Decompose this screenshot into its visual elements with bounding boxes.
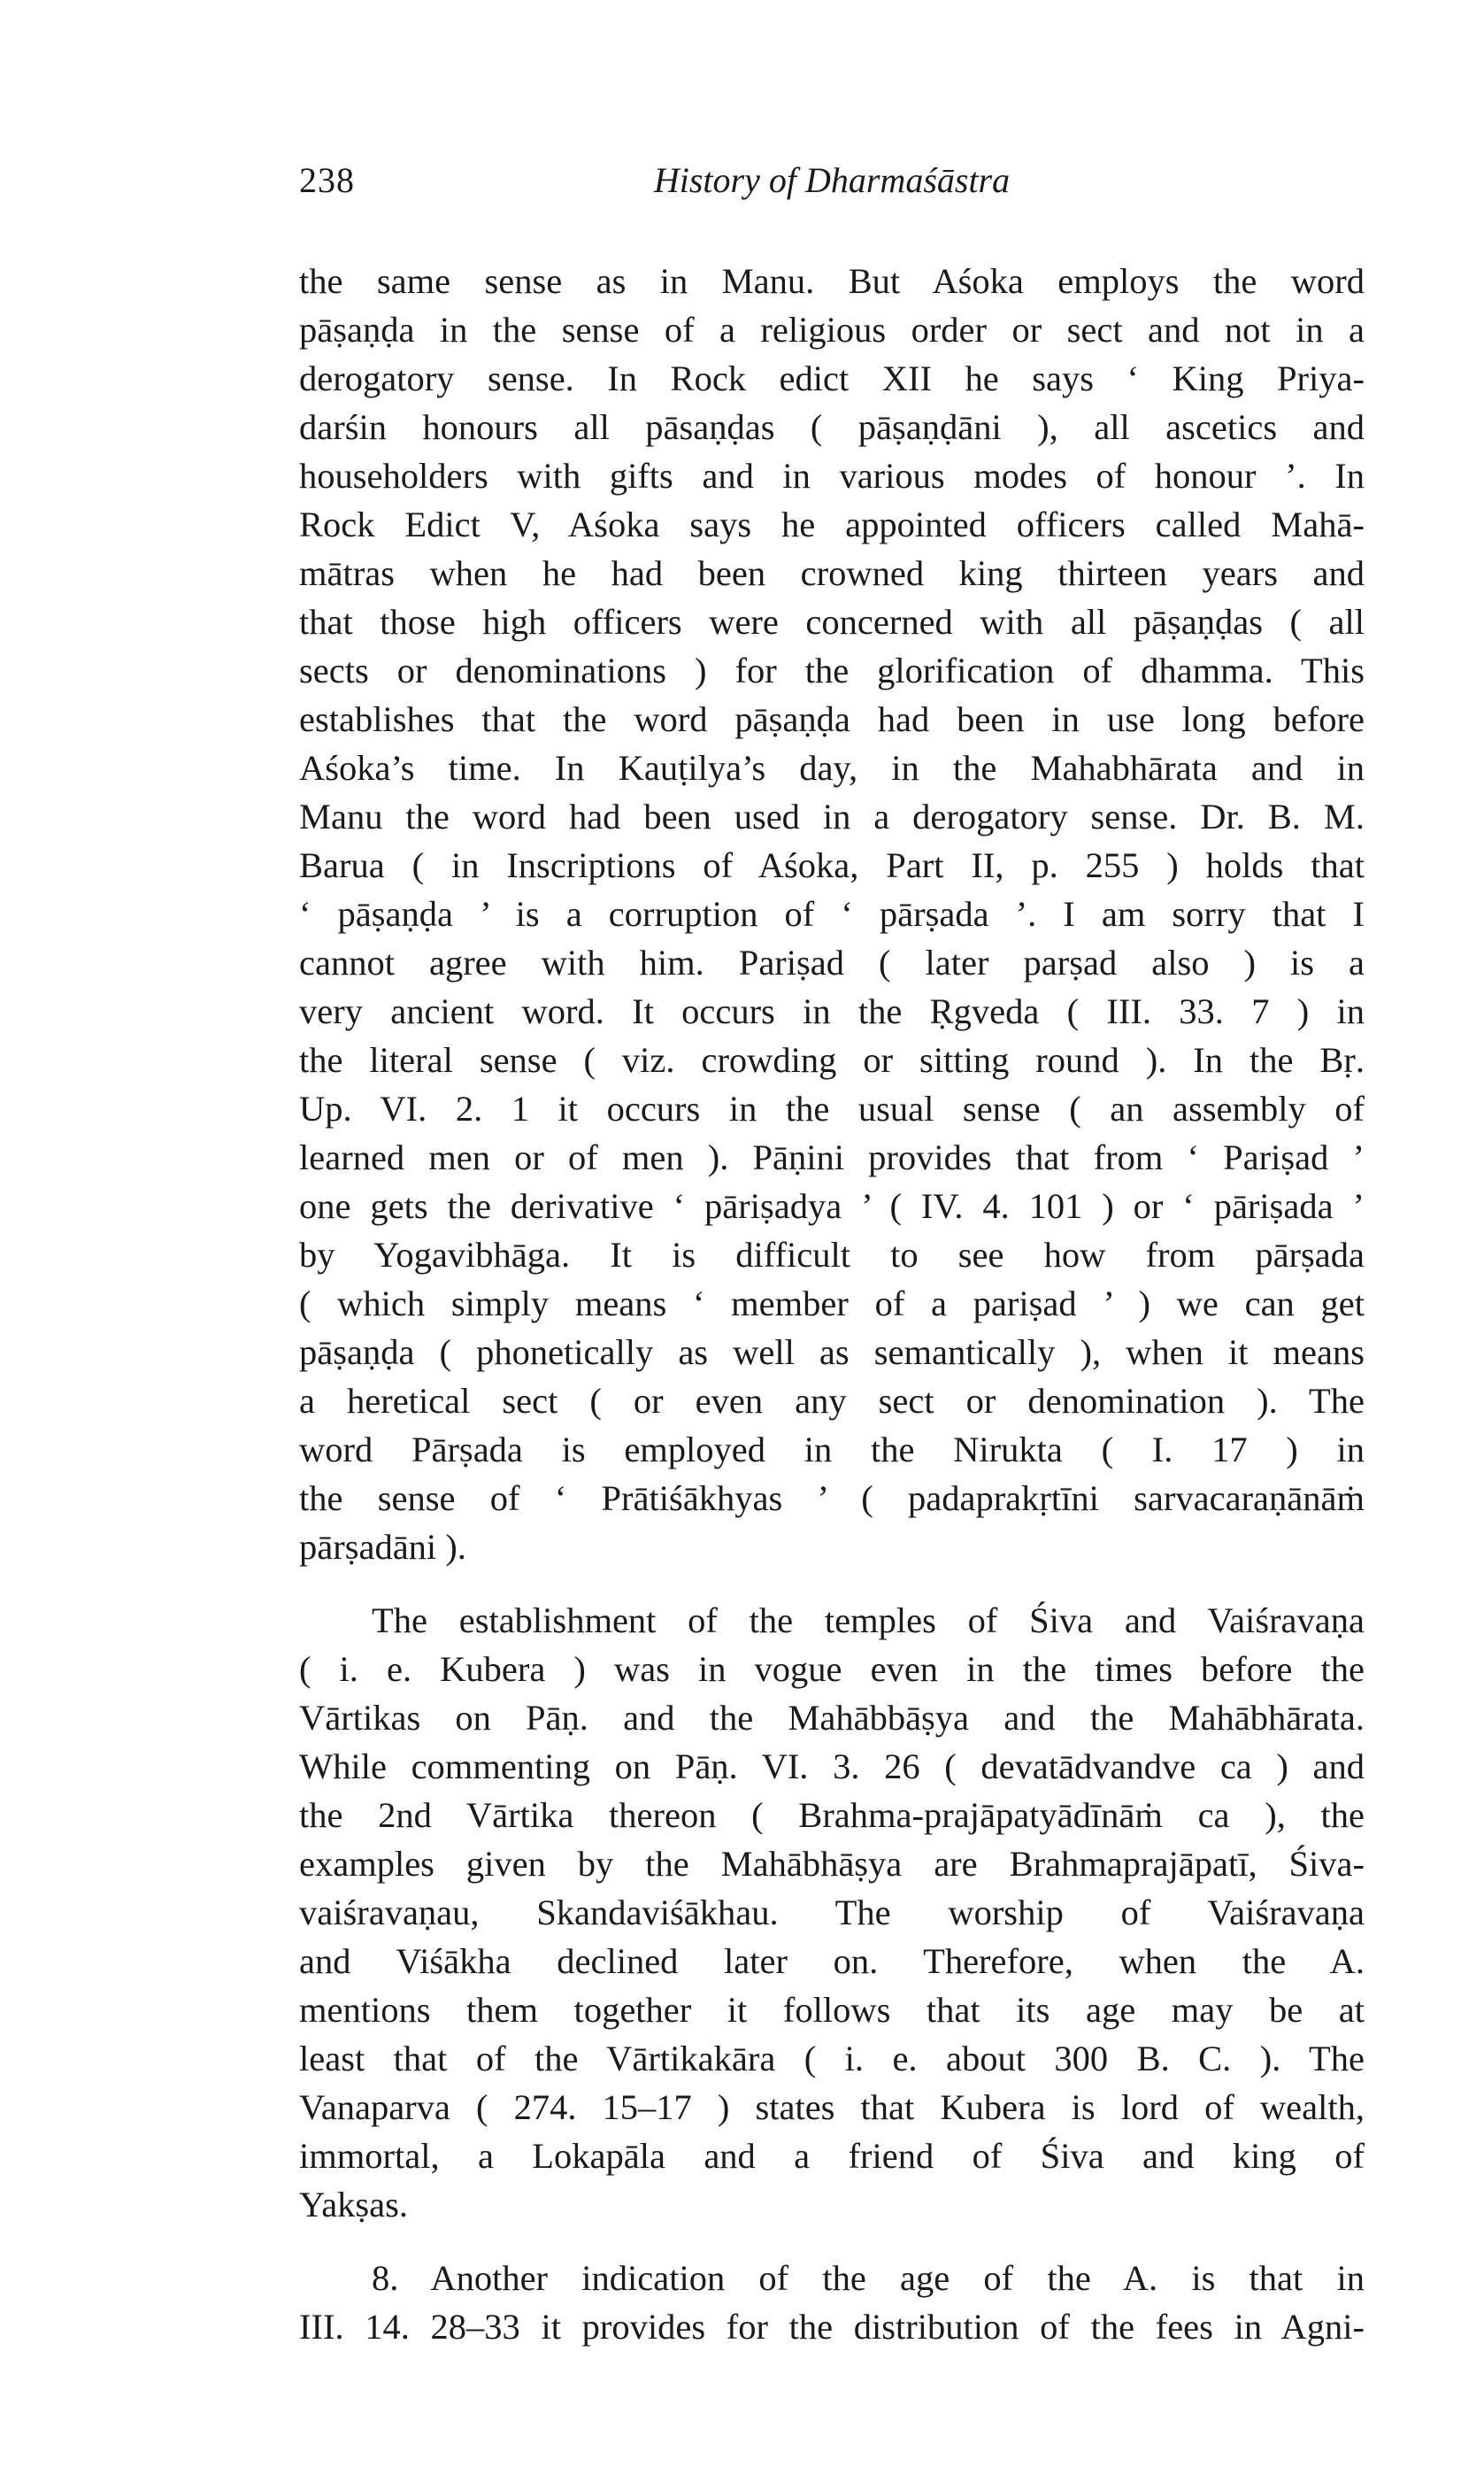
text-line: the 2nd Vārtika thereon ( Brahma-prajāpatyādīnāṁ ca ), the xyxy=(299,1795,1365,1835)
text-line: Yakṣas. xyxy=(299,2185,409,2224)
text-line: Aśoka’s time. In Kauṭilya’s day, in the Mahabhārata and in xyxy=(299,748,1365,788)
text-line: The establishment of the temples of Śiva and Vaiśravaṇa xyxy=(372,1600,1365,1640)
text-line: derogatory sense. In Rock edict XII he says ‘ King Priya- xyxy=(299,358,1365,398)
text-line: darśin honours all pāsaṇḍas ( pāṣaṇḍāni ), all ascetics and xyxy=(299,407,1365,447)
text-line: pārṣadāni ). xyxy=(299,1527,466,1567)
text-line: III. 14. 28–33 it provides for the distribution of the fees in Agni- xyxy=(299,2307,1365,2347)
text-line: mentions them together it follows that its age may be at xyxy=(299,1990,1365,2030)
running-title: History of Dharmaśāstra xyxy=(653,160,1011,200)
text-line: one gets the derivative ‘ pāriṣadya ’ ( IV. 4. 101 ) or ‘ pāriṣada ’ xyxy=(299,1186,1365,1226)
text-line: sects or denominations ) for the glorification of dhamma. This xyxy=(299,651,1365,690)
text-line: establishes that the word pāṣaṇḍa had been in use long before xyxy=(299,699,1365,739)
text-line: cannot agree with him. Pariṣad ( later parṣad also ) is a xyxy=(299,943,1365,983)
text-line: 8. Another indication of the age of the A. is that in xyxy=(372,2258,1365,2298)
text-line: mātras when he had been crowned king thirteen years and xyxy=(299,553,1365,593)
text-line: Up. VI. 2. 1 it occurs in the usual sense ( an assembly of xyxy=(299,1089,1365,1129)
text-line: examples given by the Mahābhāṣya are Brahmaprajāpatī, Śiva- xyxy=(299,1844,1365,1884)
text-line: Barua ( in Inscriptions of Aśoka, Part II, p. 255 ) holds that xyxy=(299,845,1365,885)
page-number: 238 xyxy=(299,160,355,200)
text-line: by Yogavibhāga. It is difficult to see how from pārṣada xyxy=(299,1235,1365,1275)
text-line: Rock Edict V, Aśoka says he appointed officers called Mahā- xyxy=(299,505,1365,544)
text-line: immortal, a Lokapāla and a friend of Śiva and king of xyxy=(299,2136,1365,2176)
body-text xyxy=(299,257,1365,2351)
text-line: pāṣaṇḍa ( phonetically as well as semantically ), when it means xyxy=(299,1332,1365,1372)
page-header xyxy=(299,159,1365,212)
paragraph-gap xyxy=(299,1571,1365,1596)
text-line: Vanaparva ( 274. 15–17 ) states that Kubera is lord of wealth, xyxy=(299,2087,1365,2127)
text-line: Vārtikas on Pāṇ. and the Mahābbāṣya and the Mahābhārata. xyxy=(299,1698,1365,1738)
text-line: vaiśravaṇau, Skandaviśākhau. The worship of Vaiśravaṇa xyxy=(299,1893,1365,1932)
text-line: word Pārṣada is employed in the Nirukta ( I. 17 ) in xyxy=(299,1430,1365,1469)
text-line: While commenting on Pāṇ. VI. 3. 26 ( devatādvandve ca ) and xyxy=(299,1746,1365,1786)
text-line: that those high officers were concerned with all pāṣaṇḍas ( all xyxy=(299,602,1365,642)
paragraph-gap xyxy=(299,2229,1365,2254)
text-line: learned men or of men ). Pāṇini provides that from ‘ Pariṣad ’ xyxy=(299,1137,1365,1177)
text-line: the literal sense ( viz. crowding or sitting round ). In the Bṛ. xyxy=(299,1040,1365,1080)
text-line: Manu the word had been used in a derogatory sense. Dr. B. M. xyxy=(299,797,1365,836)
text-line: householders with gifts and in various modes of honour ’. In xyxy=(299,456,1365,496)
text-line: ( i. e. Kubera ) was in vogue even in the times before the xyxy=(299,1649,1365,1689)
text-line: a heretical sect ( or even any sect or denomination ). The xyxy=(299,1381,1365,1421)
text-line: ‘ pāṣaṇḍa ’ is a corruption of ‘ pārṣada ’. I am sorry that I xyxy=(299,894,1365,934)
text-line: ( which simply means ‘ member of a pariṣad ’ ) we can get xyxy=(299,1284,1365,1323)
text-line: very ancient word. It occurs in the Ṛgveda ( III. 33. 7 ) in xyxy=(299,991,1365,1031)
text-line: the same sense as in Manu. But Aśoka employs the word xyxy=(299,261,1365,301)
text-line: pāṣaṇḍa in the sense of a religious order or sect and not in a xyxy=(299,310,1365,350)
text-line: the sense of ‘ Prātiśākhyas ’ ( padaprakṛtīni sarvacaraṇānāṁ xyxy=(299,1478,1365,1518)
text-line: and Viśākha declined later on. Therefore, when the A. xyxy=(299,1941,1365,1981)
text-line: least that of the Vārtikakāra ( i. e. about 300 B. C. ). The xyxy=(299,2039,1365,2078)
